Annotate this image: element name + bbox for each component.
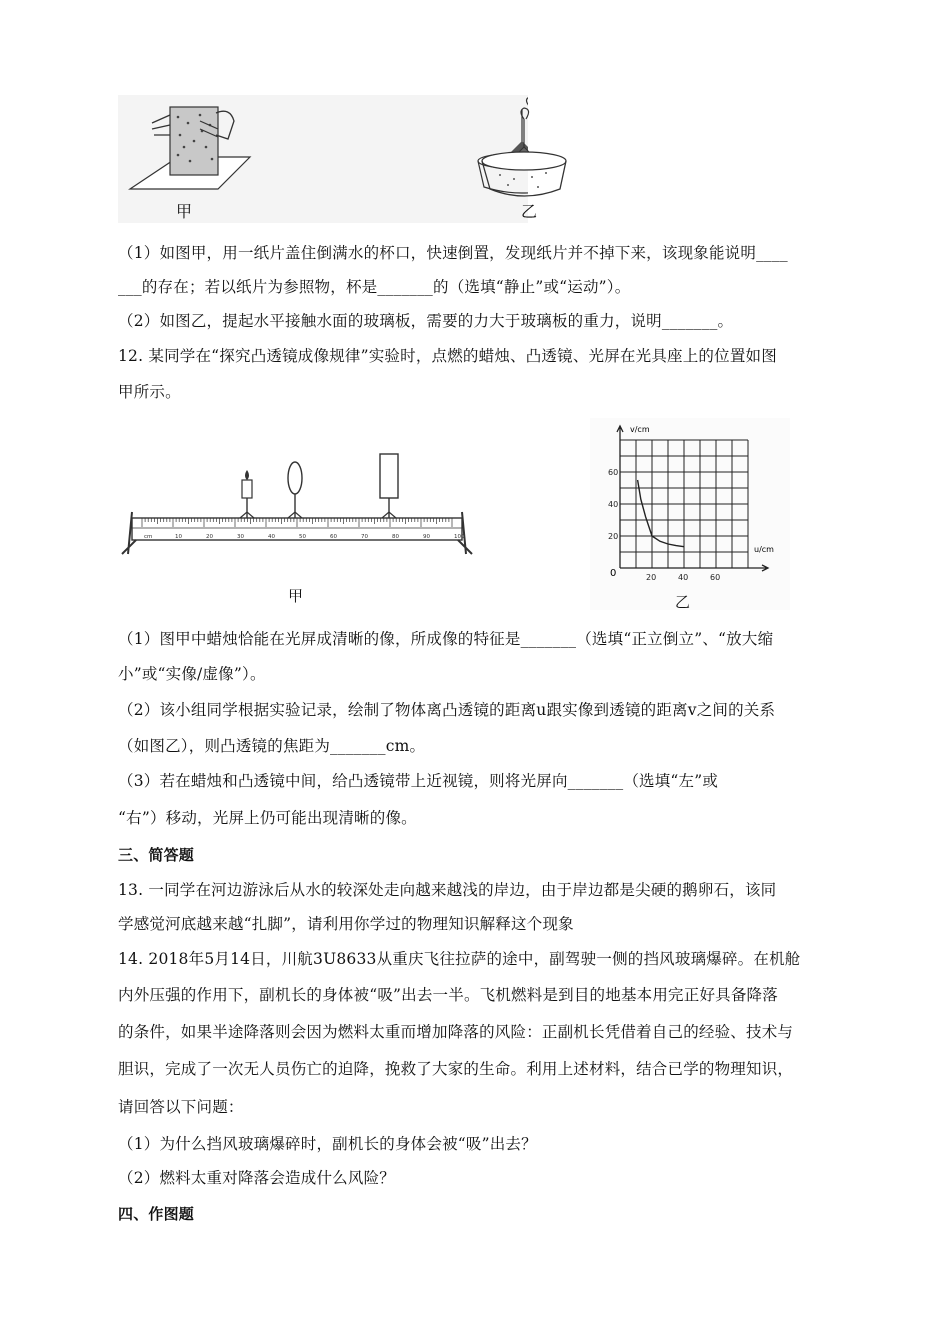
bench-tick-label: 10	[175, 534, 182, 540]
bench-tick-label: 100	[454, 534, 465, 540]
light-screen	[380, 454, 398, 498]
x-tick-label: 60	[710, 573, 721, 582]
q11-line-2: ___的存在；若以纸片为参照物，杯是_______的（选填“静止”或“运动”）。	[118, 278, 631, 296]
bench-tick-label: 20	[206, 534, 213, 540]
figure-b-label-yi: 乙	[675, 593, 691, 611]
section-3-title: 三、简答题	[118, 846, 195, 864]
figure-uv-graph	[590, 418, 790, 610]
y-tick-label: 20	[608, 532, 619, 541]
bench-tick-label: 40	[268, 534, 275, 540]
q12-line-5: （2）该小组同学根据实验记录，绘制了物体离凸透镜的距离u跟实像到透镜的距离v之间的关系	[118, 701, 776, 719]
q11-line-3: （2）如图乙，提起水平接触水面的玻璃板，需要的力大于玻璃板的重力，说明_______。	[118, 312, 734, 330]
candle	[242, 480, 252, 498]
graph-y-axis-label: v/cm	[630, 425, 650, 434]
q12-line-6: （如图乙），则凸透镜的焦距为_______cm。	[118, 737, 426, 755]
graph-x-axis-label: u/cm	[754, 545, 774, 554]
bench-tick-label: 80	[392, 534, 399, 540]
q12-line-1: 12. 某同学在“探究凸透镜成像规律”实验时，点燃的蜡烛、凸透镜、光屏在光具座上的位置如图	[118, 347, 777, 365]
q14-line-1: 14. 2018年5月14日，川航3U8633从重庆飞往拉萨的途中，副驾驶一侧的挡风玻璃爆碎。在机舱	[118, 950, 801, 968]
y-tick-label: 60	[608, 468, 619, 477]
graph-origin-label: 0	[610, 568, 617, 579]
q12-line-3: （1）图甲中蜡烛恰能在光屏成清晰的像，所成像的特征是_______（选填“正立倒立”、“放大缩	[118, 630, 774, 648]
q14-line-2: 内外压强的作用下，副机长的身体被“吸”出去一半。飞机燃料是到目的地基本用完正好具备降落	[118, 986, 778, 1004]
bench-tick-label: 30	[237, 534, 244, 540]
q12-line-7: （3）若在蜡烛和凸透镜中间，给凸透镜带上近视镜，则将光屏向_______（选填“左”或	[118, 772, 719, 790]
q14-line-6: （1）为什么挡风玻璃爆碎时，副机长的身体会被“吸”出去？	[118, 1135, 537, 1153]
q14-line-7: （2）燃料太重对降落会造成什么风险？	[118, 1169, 395, 1187]
figure-b-label-jia: 甲	[288, 587, 304, 605]
bench-tick-label: 70	[361, 534, 368, 540]
section-4-title: 四、作图题	[118, 1205, 195, 1223]
q13-line-1: 13. 一同学在河边游泳后从水的较深处走向越来越浅的岸边，由于岸边都是尖硬的鹅卵石，该同	[118, 881, 777, 899]
q12-line-8: “右”）移动，光屏上仍可能出现清晰的像。	[118, 809, 417, 827]
q14-line-3: 的条件，如果半途降落则会因为燃料太重而增加降落的风险：正副机长凭借着自己的经验、技术与	[118, 1023, 794, 1041]
q11-line-1: （1）如图甲，用一纸片盖住倒满水的杯口，快速倒置，发现纸片并不掉下来，该现象能说明____	[118, 244, 788, 262]
q14-line-4: 胆识，完成了一次无人员伤亡的迫降，挽救了大家的生命。利用上述材料，结合已学的物理知识，	[118, 1060, 794, 1078]
q12-line-2: 甲所示。	[118, 383, 181, 401]
bench-tick-label: cm	[144, 534, 153, 540]
q12-line-4: 小”或“实像/虚像”）。	[118, 665, 266, 683]
convex-lens	[288, 462, 302, 494]
bench-tick-label: 90	[423, 534, 430, 540]
x-tick-label: 40	[678, 573, 689, 582]
q13-line-2: 学感觉河底越来越“扎脚”，请利用你学过的物理知识解释这个现象	[118, 915, 574, 933]
bench-tick-label: 50	[299, 534, 306, 540]
y-tick-label: 40	[608, 500, 619, 509]
uv-graph-chart	[590, 418, 790, 610]
x-tick-label: 20	[646, 573, 657, 582]
bench-tick-label: 60	[330, 534, 337, 540]
q14-line-5: 请回答以下问题：	[118, 1098, 244, 1116]
figure-a-label-jia: 甲	[176, 202, 193, 221]
figure-a-label-yi: 乙	[521, 202, 538, 221]
